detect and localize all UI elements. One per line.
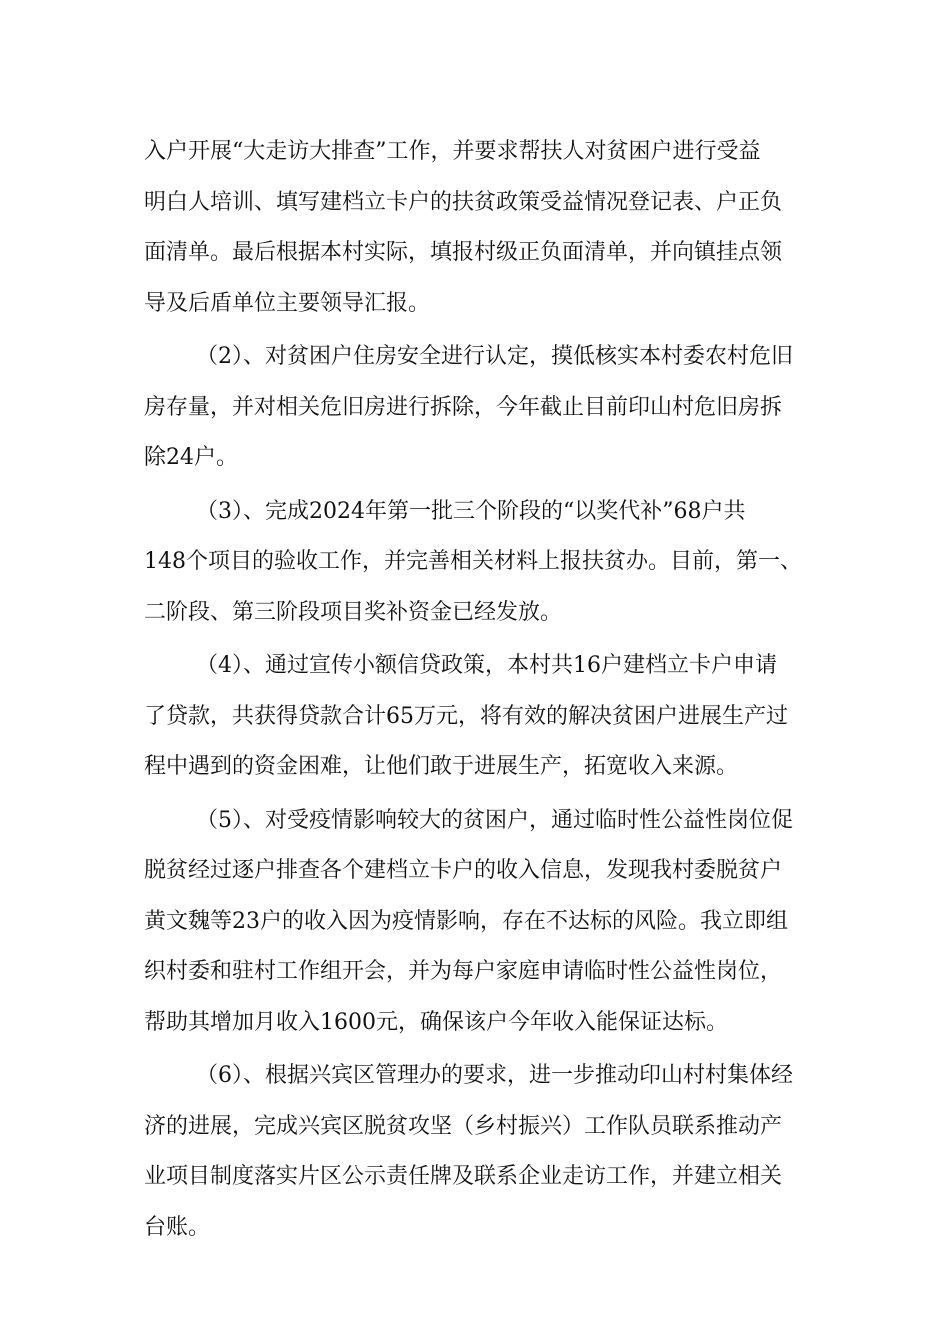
text-line: 明白人培训、填写建档立卡户的扶贫政策受益情况登记表、户正负 xyxy=(144,189,783,215)
text-line: （6）、根据兴宾区管理办的要求，进一步推动印山村村集体经 xyxy=(196,1063,793,1088)
paragraph-item-6 xyxy=(144,1051,824,1253)
text-line: 业项目制度落实片区公示责任牌及联系企业走访工作，并建立相关 xyxy=(144,1164,783,1189)
text-line: （4）、通过宣传小额信贷政策，本村共16户建档立卡户申请 xyxy=(196,653,777,678)
text-line: 黄文魏等23户的收入因为疫情影响，存在不达标的风险。我立即组 xyxy=(144,908,788,934)
text-line: 脱贫经过逐户排查各个建档立卡户的收入信息，发现我村委脱贫户 xyxy=(144,858,783,883)
text-line: 入户开展“大走访大排查”工作，并要求帮扶人对贫困户进行受益 xyxy=(144,139,761,164)
paragraph-item-4 xyxy=(144,641,824,793)
text-line: 148个项目的验收工作，并完善相关材料上报扶贫办。目前，第一、 xyxy=(144,549,802,574)
text-line: 面清单。最后根据本村实际，填报村级正负面清单，并向镇挂点领 xyxy=(144,240,783,265)
paragraph-item-3 xyxy=(144,487,824,639)
text-line: 帮助其增加月收入1600元，确保该户今年收入能保证达标。 xyxy=(144,1009,728,1035)
paragraph-item-5 xyxy=(144,796,824,1049)
text-line: 台账。 xyxy=(144,1214,211,1240)
text-line: （5）、对受疫情影响较大的贫困户，通过临时性公益性岗位促 xyxy=(196,807,793,833)
text-line: 了贷款，共获得贷款合计65万元，将有效的解决贫困户进展生产过 xyxy=(144,703,788,729)
text-line: 程中遇到的资金困难，让他们敢于进展生产，拓宽收入来源。 xyxy=(144,754,739,779)
paragraph-item-2 xyxy=(144,332,824,484)
text-line: 房存量，并对相关危旧房进行拆除，今年截止目前印山村危旧房拆 xyxy=(144,394,783,420)
text-line: 织村委和驻村工作组开会，并为每户家庭申请临时性公益性岗位， xyxy=(144,959,783,984)
text-line: 除24户。 xyxy=(144,445,238,470)
text-line: （2）、对贫困户住房安全进行认定，摸低核实本村委农村危旧 xyxy=(196,344,793,369)
text-line: 二阶段、第三阶段项目奖补资金已经发放。 xyxy=(144,599,563,625)
text-line: （3）、完成2024年第一批三个阶段的“以奖代补”68户共 xyxy=(196,498,746,524)
text-line: 济的进展，完成兴宾区脱贫攻坚（乡村振兴）工作队员联系推动产 xyxy=(144,1113,783,1139)
text-line: 导及后盾单位主要领导汇报。 xyxy=(144,290,431,316)
paragraph-continuation xyxy=(144,127,824,329)
document-body xyxy=(144,127,824,1256)
